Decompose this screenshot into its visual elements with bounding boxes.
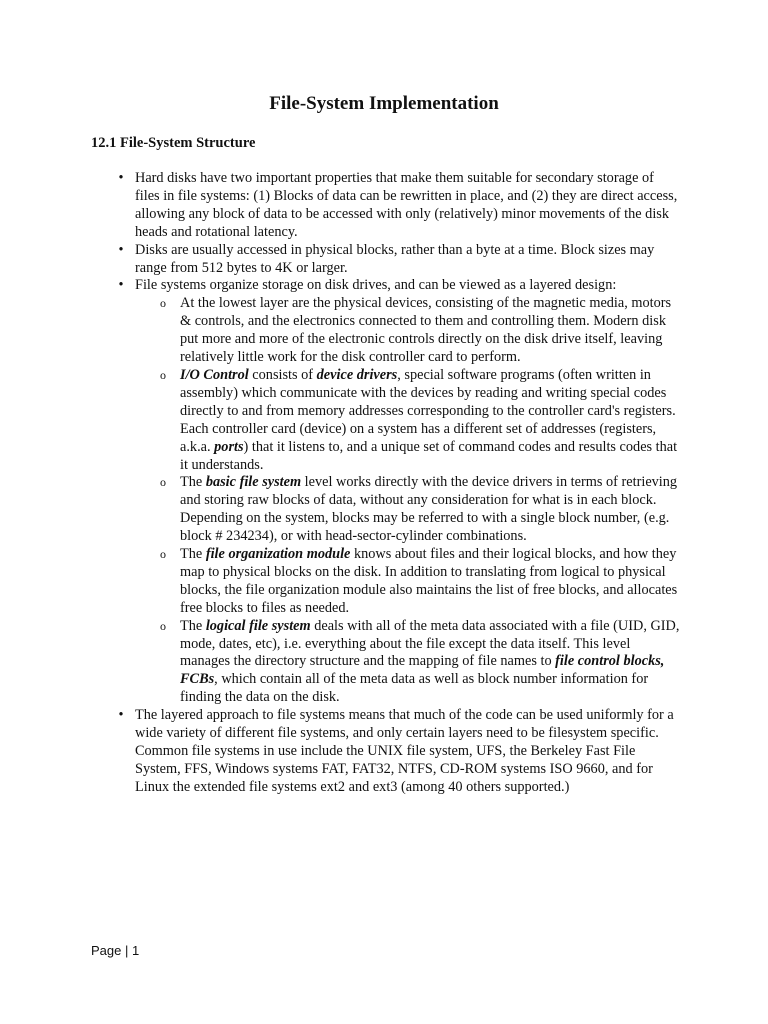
sub-item-text: ) that it listens to, and a unique set of command codes and results codes that it understands. (180, 438, 678, 473)
sub-marker: o (160, 367, 166, 382)
sub-list-item (160, 474, 681, 546)
emphasis-term: file control blocks, FCBs (180, 653, 665, 688)
sub-item-text: , special software programs (often written in assembly) which communicate with the devices by reading and writing special codes directly to and from memory addresses corresponding to the controller card's registers. Each controller card (device) on a system has a different set of addresses (registers, a.k.a. (180, 366, 676, 455)
sub-item-text: deals with all of the meta data associated with a file (UID, GID, mode, dates, etc), i.e. everything about the file except the data itself. This level manages the directory structure and the mapping of file names to (180, 617, 680, 670)
list-item-text: File systems organize storage on disk drives, and can be viewed as a layered design: (135, 277, 617, 294)
bullet-list (115, 170, 681, 797)
sub-item-text: consists of (248, 366, 317, 383)
list-item (115, 242, 681, 278)
bullet-marker: • (118, 170, 124, 186)
bullet-marker: • (118, 277, 124, 294)
list-item (115, 707, 681, 797)
list-item-text: The layered approach to file systems means that much of the code can be used uniformly for a wide variety of different file systems, and only certain layers need to be filesystem specific. Common file systems in use include the UNIX file system, UFS, the Berkeley Fast File System, FFS, Windows systems FAT, FAT32, NTFS, CD-ROM systems ISO 9660, and for Linux the extended file systems ext2 and ext3 (among 40 others supported.) (135, 707, 674, 795)
sub-item-text: At the lowest layer are the physical devices, consisting of the magnetic media, motors & controls, and the electronics connected to them and controlling them. Modern disk put more and more of the electronic controls directly on the disk drive itself, leaving relatively little work for the disk controller card to perform. (180, 295, 672, 366)
list-item-text: Hard disks have two important properties that make them suitable for secondary storage of files in file systems: (1) Blocks of data can be rewritten in place, and (2) they are direct access, allowing any block of data to be accessed with only (relatively) minor movements of the disk heads and rotational latency. (135, 170, 678, 240)
sub-item-text: The (180, 474, 206, 491)
list-item (115, 170, 681, 242)
bullet-marker: • (118, 707, 124, 724)
sub-list-item (160, 618, 681, 708)
sub-marker: o (160, 296, 166, 311)
document-title: File-System Implementation (269, 93, 499, 114)
sub-list (135, 295, 681, 707)
sub-item-text: The (180, 617, 206, 634)
list-item (115, 277, 681, 707)
sub-marker: o (160, 618, 166, 633)
sub-marker: o (160, 547, 166, 562)
list-item-text: Disks are usually accessed in physical blocks, rather than a byte at a time. Block sizes may range from 512 bytes to 4K or larger. (135, 241, 655, 276)
emphasis-term: ports (214, 438, 244, 455)
emphasis-term: device drivers (316, 366, 398, 383)
emphasis-term: I/O Control (180, 366, 249, 383)
emphasis-term: basic file system (205, 474, 302, 491)
section-content (115, 170, 681, 797)
sub-list-item (160, 546, 681, 618)
emphasis-term: logical file system (205, 617, 311, 634)
sub-item-text: knows about files and their logical blocks, and how they map to physical blocks on the disk. In addition to translating from logical to physical blocks, the file organization module also maintains the list of free blocks, and allocates free blocks to files as needed. (180, 546, 678, 616)
sub-item-text: , which contain all of the meta data as well as block number information for finding the data on the disk. (180, 671, 649, 706)
sub-item-text: The (180, 546, 206, 563)
bullet-marker: • (118, 241, 124, 258)
sub-item-text: level works directly with the device drivers in terms of retrieving and storing raw blocks of data, without any consideration for what is in each block. Depending on the system, blocks may be referred to with a single block number, (e.g. block # 234234), or with head-sector-cylinder combinations. (180, 474, 678, 545)
emphasis-term: file organization module (205, 546, 351, 563)
sub-list-item (160, 295, 681, 367)
section-heading: 12.1 File-System Structure (91, 135, 256, 151)
sub-marker: o (160, 475, 166, 490)
sub-list-item (160, 367, 681, 474)
page-footer: Page | 1 (91, 943, 140, 958)
